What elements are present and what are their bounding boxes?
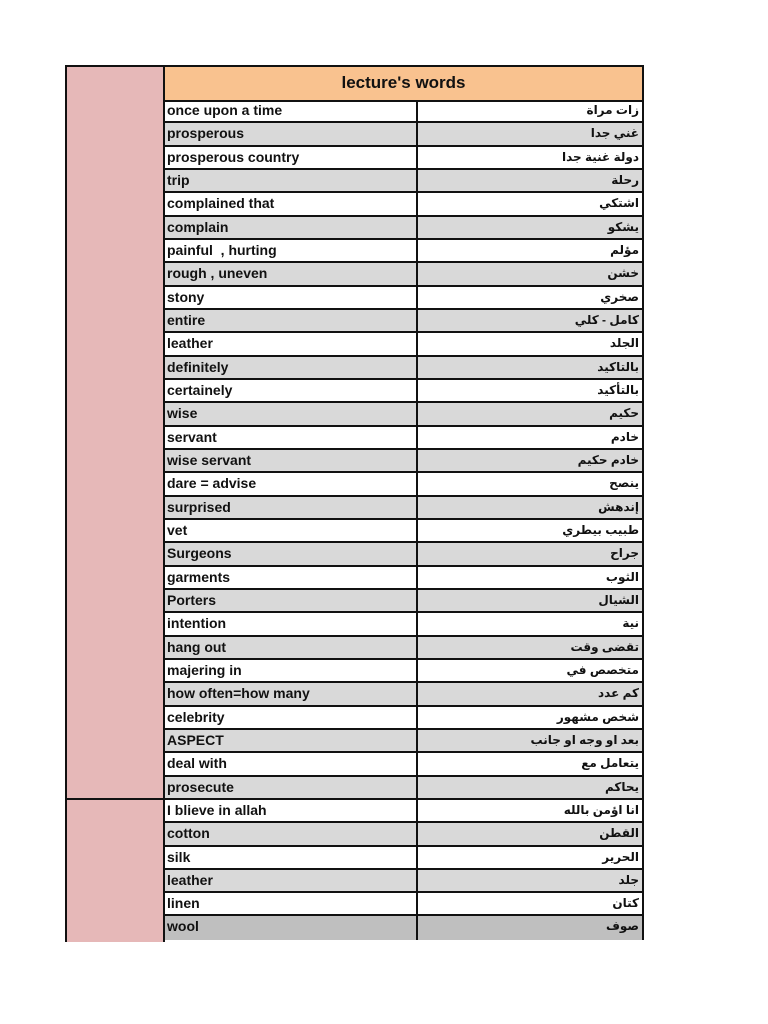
english-word-cell: vet: [165, 520, 418, 541]
arabic-translation-cell: دولة غنية جدا: [418, 147, 644, 168]
table-row: [165, 240, 644, 263]
arabic-translation-cell: خشن: [418, 263, 644, 284]
header-side-cell: [65, 67, 165, 102]
arabic-translation-cell: كم عدد: [418, 683, 644, 704]
english-word-cell: trip: [165, 170, 418, 191]
table-row: [165, 823, 644, 846]
table-row: [165, 357, 644, 380]
table-row: [165, 450, 644, 473]
english-word-cell: majering in: [165, 660, 418, 681]
english-word-cell: complained that: [165, 193, 418, 214]
table-row: [165, 520, 644, 543]
table-row: [165, 123, 644, 146]
english-word-cell: surprised: [165, 497, 418, 518]
arabic-translation-cell: بالتاكيد: [418, 357, 644, 378]
english-word-cell: ASPECT: [165, 730, 418, 751]
arabic-translation-cell: جراح: [418, 543, 644, 564]
arabic-translation-cell: اشتكي: [418, 193, 644, 214]
arabic-translation-cell: الجلد: [418, 333, 644, 354]
arabic-translation-cell: يتعامل مع: [418, 753, 644, 774]
arabic-translation-cell: طبيب بيطري: [418, 520, 644, 541]
english-word-cell: stony: [165, 287, 418, 308]
english-word-cell: leather: [165, 870, 418, 891]
english-word-cell: Surgeons: [165, 543, 418, 564]
english-word-cell: leather: [165, 333, 418, 354]
table-row: [165, 637, 644, 660]
arabic-translation-cell: متخصص في: [418, 660, 644, 681]
english-word-cell: definitely: [165, 357, 418, 378]
arabic-translation-cell: صخري: [418, 287, 644, 308]
table-row: [165, 800, 644, 823]
table-row: [165, 543, 644, 566]
table-row: [165, 707, 644, 730]
table-row: [165, 870, 644, 893]
english-word-cell: intention: [165, 613, 418, 634]
arabic-translation-cell: تقضى وقت: [418, 637, 644, 658]
table-row: [165, 473, 644, 496]
english-word-cell: Porters: [165, 590, 418, 611]
table-row: [165, 193, 644, 216]
arabic-translation-cell: نية: [418, 613, 644, 634]
arabic-translation-cell: رحلة: [418, 170, 644, 191]
english-word-cell: prosperous: [165, 123, 418, 144]
english-word-cell: cotton: [165, 823, 418, 844]
arabic-translation-cell: خادم حكيم: [418, 450, 644, 471]
table-row: [165, 217, 644, 240]
english-word-cell: complain: [165, 217, 418, 238]
arabic-translation-cell: حكيم: [418, 403, 644, 424]
table-row: [165, 660, 644, 683]
table-row: [165, 753, 644, 776]
english-word-cell: linen: [165, 893, 418, 914]
table-row: [165, 777, 644, 800]
english-word-cell: celebrity: [165, 707, 418, 728]
english-word-cell: rough , uneven: [165, 263, 418, 284]
table-row: [165, 683, 644, 706]
english-word-cell: hang out: [165, 637, 418, 658]
english-word-cell: wise: [165, 403, 418, 424]
arabic-translation-cell: جلد: [418, 870, 644, 891]
arabic-translation-cell: شخص مشهور: [418, 707, 644, 728]
table-row: [165, 497, 644, 520]
arabic-translation-cell: بعد او وجه او جانب: [418, 730, 644, 751]
english-word-cell: prosperous country: [165, 147, 418, 168]
english-word-cell: silk: [165, 847, 418, 868]
table-row: [165, 427, 644, 450]
arabic-translation-cell: زات مراة: [418, 100, 644, 121]
english-word-cell: servant: [165, 427, 418, 448]
arabic-translation-cell: انا اؤمن بالله: [418, 800, 644, 821]
table-title: lecture's words: [165, 67, 644, 102]
table-row: [165, 590, 644, 613]
english-word-cell: garments: [165, 567, 418, 588]
table-row: [165, 847, 644, 870]
english-word-cell: deal with: [165, 753, 418, 774]
english-word-cell: entire: [165, 310, 418, 331]
table-header-row: [65, 65, 644, 100]
table-row: [165, 567, 644, 590]
arabic-translation-cell: خادم: [418, 427, 644, 448]
arabic-translation-cell: الحرير: [418, 847, 644, 868]
arabic-translation-cell: بالتأكيد: [418, 380, 644, 401]
table-row: [165, 403, 644, 426]
table-row: [165, 310, 644, 333]
table-row: [165, 263, 644, 286]
table-body: [165, 100, 644, 940]
side-column-block: [65, 800, 165, 942]
table-row: [165, 380, 644, 403]
arabic-translation-cell: القطن: [418, 823, 644, 844]
table-row: [165, 287, 644, 310]
table-row: [165, 893, 644, 916]
table-row: [165, 333, 644, 356]
english-word-cell: prosecute: [165, 777, 418, 798]
arabic-translation-cell: الشيال: [418, 590, 644, 611]
table-row: [165, 100, 644, 123]
arabic-translation-cell: كتان: [418, 893, 644, 914]
arabic-translation-cell: يحاكم: [418, 777, 644, 798]
arabic-translation-cell: الثوب: [418, 567, 644, 588]
table-row: [165, 613, 644, 636]
english-word-cell: certainely: [165, 380, 418, 401]
english-word-cell: painful , hurting: [165, 240, 418, 261]
english-word-cell: wool: [165, 916, 418, 939]
english-word-cell: how often=how many: [165, 683, 418, 704]
english-word-cell: I blieve in allah: [165, 800, 418, 821]
arabic-translation-cell: يشكو: [418, 217, 644, 238]
arabic-translation-cell: مؤلم: [418, 240, 644, 261]
table-row: [165, 170, 644, 193]
english-word-cell: wise servant: [165, 450, 418, 471]
table-row: [165, 730, 644, 753]
arabic-translation-cell: ينصح: [418, 473, 644, 494]
side-column-block: [65, 100, 165, 800]
arabic-translation-cell: غني جدا: [418, 123, 644, 144]
english-word-cell: dare = advise: [165, 473, 418, 494]
arabic-translation-cell: كامل - كلي: [418, 310, 644, 331]
arabic-translation-cell: صوف: [418, 916, 644, 939]
table-row: [165, 916, 644, 939]
english-word-cell: once upon a time: [165, 100, 418, 121]
arabic-translation-cell: إندهش: [418, 497, 644, 518]
table-row: [165, 147, 644, 170]
